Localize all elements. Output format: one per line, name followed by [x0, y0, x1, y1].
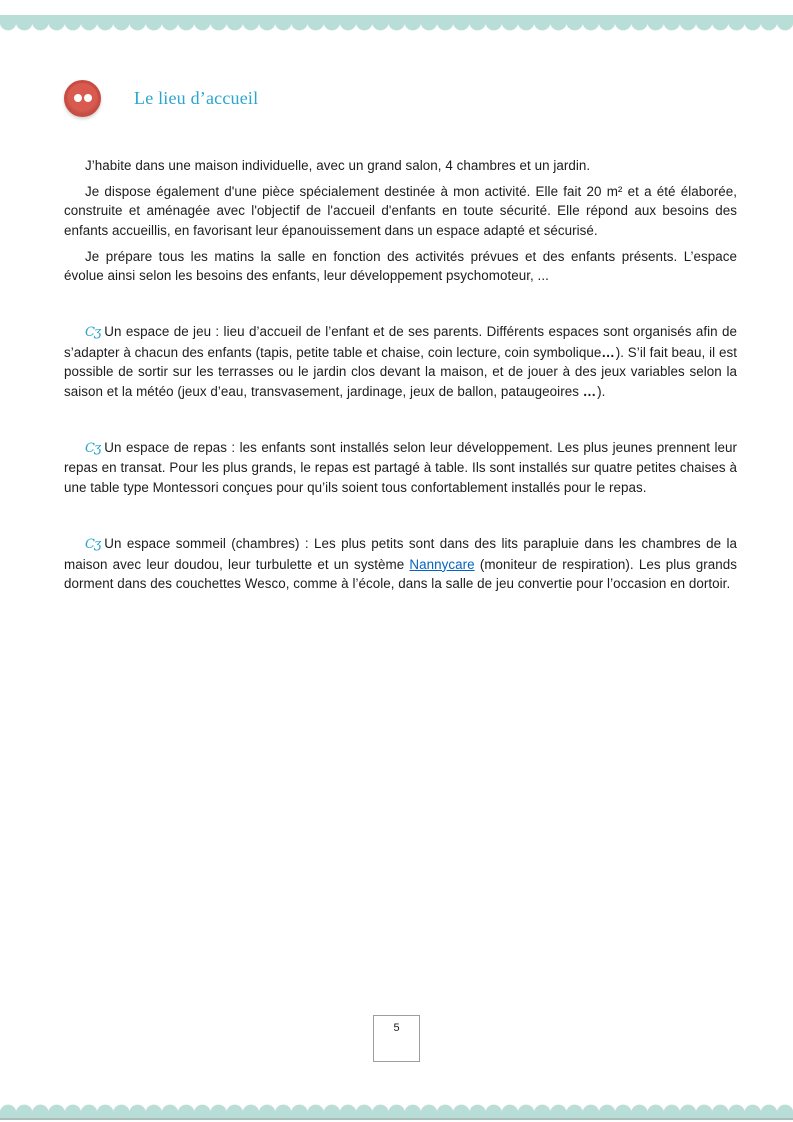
button-hole-icon — [84, 94, 92, 102]
bottom-border-band — [0, 1111, 793, 1118]
text-run: J’habite dans une maison individuelle, avec un grand salon, 4 chambres et un jardin. — [85, 158, 591, 173]
section-header — [64, 79, 737, 117]
bold-text-run: … — [601, 344, 616, 360]
paragraphs — [64, 156, 737, 594]
text-run: Un espace de jeu : lieu d’accueil de l’enfant et de ses parents. Différents espaces sont organisés afin de s’adapter à chacun des enfants (tapis, petite table et chaise, coin lecture, coin symbolique — [64, 324, 737, 360]
text-run: ). S’il fait beau, il est possible de sortir sur les terrasses ou le jardin clos devant la maison, et de jouer à des jeux variables selon la saison et la météo (jeux d’eau, transvasement, jardinage, jeux de ballon, pataugeoires — [64, 344, 737, 399]
bullet-paragraph — [64, 438, 737, 497]
red-button-icon — [64, 80, 101, 117]
text-run: (moniteur de respiration). Les plus grands dorment dans des couchettes Wesco, comme à l’école, dans la salle de jeu convertie pour l’occasion en dortoir. — [64, 556, 737, 592]
decorative-bullet-icon: Cʒ — [85, 537, 101, 553]
page-number: 5 — [393, 1022, 400, 1034]
paragraph — [64, 247, 737, 286]
bullet-paragraph — [64, 534, 737, 593]
page-number-box — [373, 1015, 420, 1062]
bold-text-run: … — [582, 383, 598, 399]
button-hole-icon — [74, 94, 82, 102]
bottom-scallop-border — [0, 1103, 793, 1120]
content-column — [64, 0, 737, 594]
text-run: Un espace sommeil (chambres) : Les plus petits sont dans des lits parapluie dans les chambres de la maison avec leur doudou, leur turbulette et un système — [64, 536, 737, 572]
text-run: Un espace de repas : les enfants sont installés selon leur développement. Les plus jeunes prennent leur repas en transat. Pour les plus grands, le repas est partagé à table. Ils sont installés sur quatre petites chaises à une table type Montessori conçues pour qu’ils soient tous confortablement installés pour le repas. — [64, 440, 737, 495]
text-run: Je prépare tous les matins la salle en fonction des activités prévues et des enfants présents. L’espace évolue ainsi selon les besoins des enfants, leur développement psychomoteur, ... — [64, 248, 737, 284]
decorative-bullet-icon: Cʒ — [85, 441, 101, 457]
bullet-paragraph — [64, 322, 737, 401]
decorative-bullet-icon: Cʒ — [85, 325, 101, 341]
paragraph — [64, 156, 737, 175]
nannycare-link[interactable]: Nannycare — [409, 556, 475, 572]
bottom-border-scallops — [0, 1103, 793, 1111]
page-title: Le lieu d’accueil — [134, 87, 259, 108]
text-run: ). — [597, 383, 606, 399]
bottom-border-edge-line — [0, 1118, 793, 1120]
paragraph — [64, 182, 737, 240]
text-run: Je dispose également d'une pièce spécialement destinée à mon activité. Elle fait 20 m² et a été élaborée, construite et aménagée avec l'objectif de l'accueil d'enfants en toute sécurité. Elle répond aux besoins des enfants accueillis, en favorisant leur épanouissement dans un espace adapté et sécurisé. — [64, 183, 737, 238]
